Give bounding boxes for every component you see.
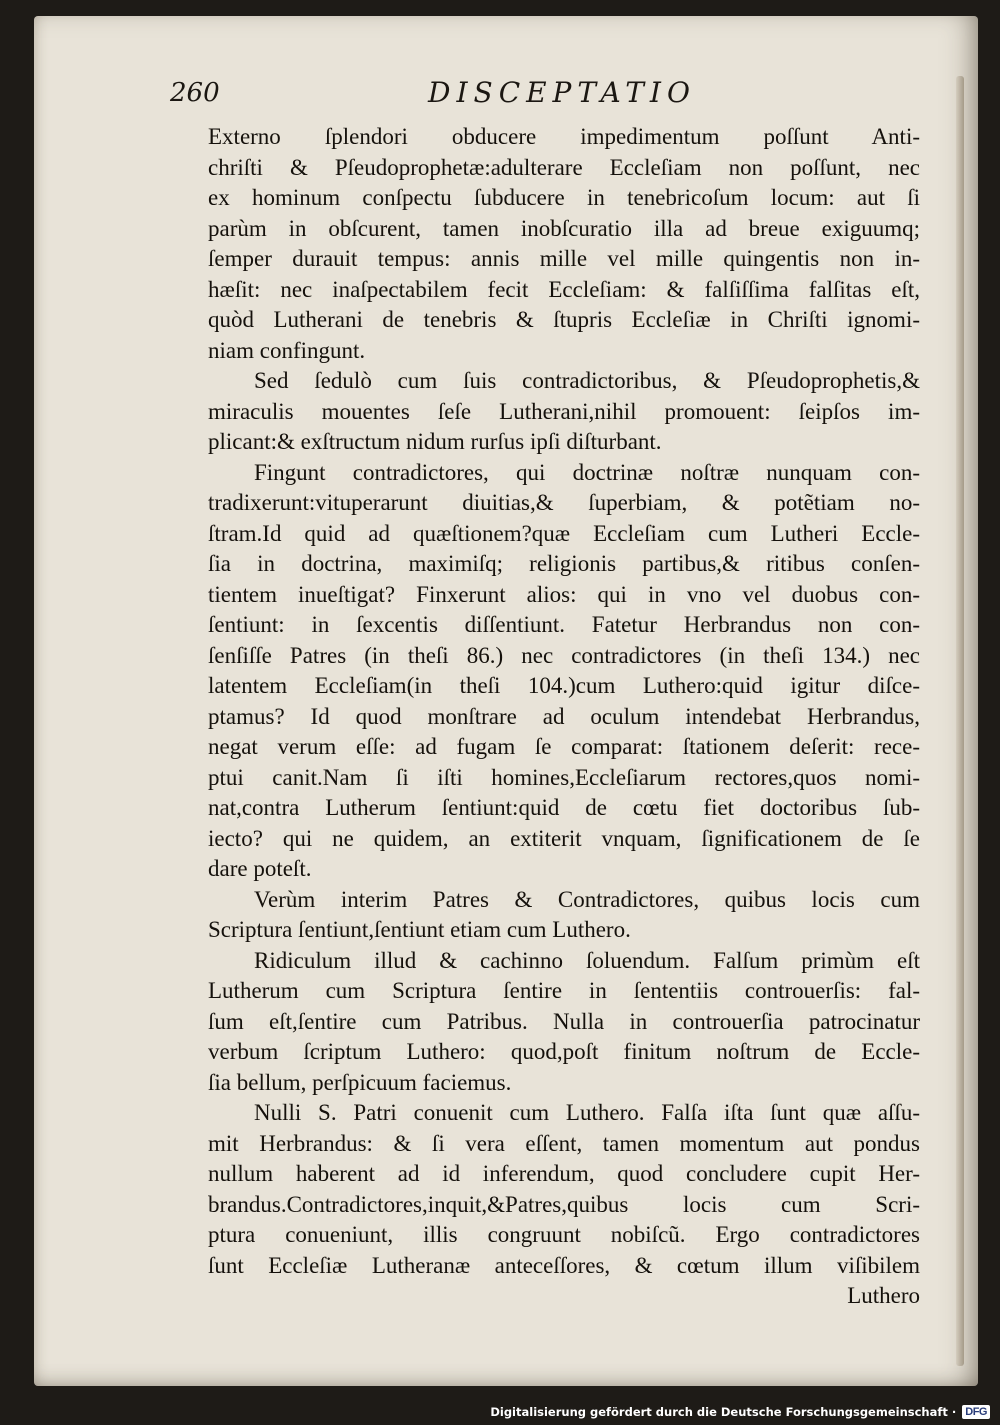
text-line: niam confingunt.: [208, 337, 366, 363]
text-line: plicant:& exſtructum nidum rurſus ipſi diſturbant.: [208, 429, 662, 454]
text-line: iecto? qui ne quidem, an extiterit vnquam, ſignificationem de ſe: [208, 825, 920, 851]
running-head: DISCEPTATIO: [428, 76, 696, 109]
text-line: latentem Eccleſiam(in theſi 104.)cum Luthero:quid igitur diſce-: [208, 673, 920, 698]
text-line: Ridiculum illud & cachinno ſoluendum. Falſum primùm eſt: [254, 947, 920, 973]
text-line: dare poteſt.: [208, 856, 312, 881]
text-line: Nulli S. Patri conuenit cum Luthero. Falſa iſta ſunt quæ aſſu-: [254, 1100, 920, 1125]
text-line: ptamus? Id quod monſtrare ad oculum intendebat Herbrandus,: [208, 703, 920, 729]
text-line: Externo ſplendori obducere impedimentum poſſunt Anti-: [208, 124, 920, 149]
text-line: ſemper durauit tempus: annis mille vel mille quingentis non in-: [208, 246, 920, 271]
body-text: [208, 122, 920, 1312]
text-line: Sed ſedulò cum ſuis contradictoribus, & Pſeudoprophetis,&: [254, 368, 920, 393]
text-line: mit Herbrandus: & ſi vera eſſent, tamen momentum aut pondus: [208, 1130, 920, 1156]
digitization-footer: [490, 1403, 990, 1421]
text-line: brandus.Contradictores,inquit,&Patres,quibus locis cum Scri-: [208, 1191, 920, 1217]
text-line: ptui canit.Nam ſi iſti homines,Eccleſiarum rectores,quos nomi-: [208, 764, 920, 790]
text-line: Verùm interim Patres & Contradictores, quibus locis cum: [254, 886, 920, 912]
text-line: ſtram.Id quid ad quæſtionem?quæ Eccleſiam cum Lutheri Eccle-: [208, 520, 920, 546]
text-line: hæſit: nec inaſpectabilem fecit Eccleſiam: & falſiſſima falſitas eſt,: [208, 276, 920, 302]
text-line: nullum haberent ad id inferendum, quod concludere cupit Her-: [208, 1161, 920, 1186]
text-line: tientem inueſtigat? Finxerunt alios: qui in vno vel duobus con-: [208, 581, 920, 607]
text-line: ſunt Eccleſiæ Lutheranæ anteceſſores, & cœtum illum viſibilem: [208, 1252, 920, 1278]
page-number: 260: [170, 78, 220, 108]
text-line: tradixerunt:vituperarunt diuitias,& ſuperbiam, & potẽtiam no-: [208, 490, 920, 515]
text-line: ſentiunt: in ſexcentis diſſentiunt. Fatetur Herbrandus non con-: [208, 612, 920, 637]
dfg-logo: DFG: [962, 1405, 990, 1419]
page-header: [170, 74, 870, 114]
text-line: nat,contra Lutherum ſentiunt:quid de cœtu fiet doctoribus ſub-: [208, 795, 920, 820]
text-line: miraculis mouentes ſeſe Lutherani,nihil promouent: ſeipſos im-: [208, 398, 920, 424]
text-line: ſia bellum, perſpicuum faciemus.: [208, 1069, 512, 1095]
text-line: ſenſiſſe Patres (in theſi 86.) nec contradictores (in theſi 134.) nec: [208, 642, 920, 668]
text-line: quòd Lutherani de tenebris & ſtupris Eccleſiæ in Chriſti ignomi-: [208, 307, 920, 332]
catchword: Luthero: [847, 1283, 920, 1308]
text-line: ſia in doctrina, maximiſq; religionis partibus,& ritibus conſen-: [208, 551, 920, 576]
text-line: parùm in obſcurent, tamen inobſcuratio illa ad breue exiguumq;: [208, 215, 920, 241]
text-line: Fingunt contradictores, qui doctrinæ noſtræ nunquam con-: [254, 459, 920, 485]
text-line: Scriptura ſentiunt,ſentiunt etiam cum Luthero.: [208, 917, 631, 942]
text-line: verbum ſcriptum Luthero: quod,poſt finitum noſtrum de Eccle-: [208, 1039, 920, 1064]
text-line: chriſti & Pſeudoprophetæ:adulterare Eccleſiam non poſſunt, nec: [208, 154, 920, 180]
funding-credit: Digitalisierung gefördert durch die Deutsche Forschungsgemeinschaft ·: [490, 1405, 957, 1419]
text-line: ptura conueniunt, illis congruunt nobiſcũ. Ergo contradictores: [208, 1222, 920, 1247]
page-edge-shadow: [956, 76, 964, 1366]
text-line: Lutherum cum Scriptura ſentire in ſententiis controuerſis: fal-: [208, 978, 920, 1003]
text-line: ſum eſt,ſentire cum Patribus. Nulla in controuerſia patrocinatur: [208, 1008, 920, 1034]
text-line: ex hominum conſpectu ſubducere in tenebricoſum locum: aut ſi: [208, 185, 920, 210]
text-line: negat verum eſſe: ad fugam ſe comparat: ſtationem deſerit: rece-: [208, 734, 920, 759]
